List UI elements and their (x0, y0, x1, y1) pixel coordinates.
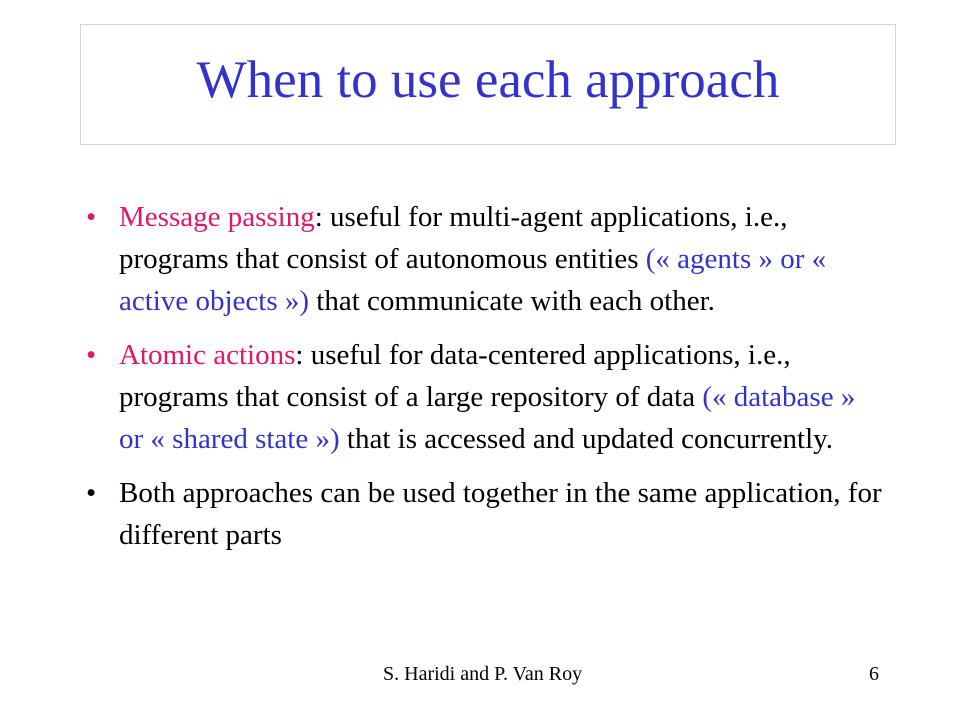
bullet-both-approaches (86, 472, 886, 556)
term-atomic-actions: Atomic actions (119, 339, 296, 371)
page-number: 6 (869, 663, 879, 685)
parenthetical-database: (« database » or « shared state ») (119, 381, 856, 455)
bullet-dot-icon: • (86, 339, 97, 371)
slide-title: When to use each approach (196, 51, 780, 109)
bullet-text: : useful for data-centered applications, i.e., programs that consist of a large repository of data (119, 339, 791, 413)
bullet-text: that is accessed and updated concurrently. (339, 423, 833, 455)
bullet-atomic-actions (86, 334, 886, 460)
bullet-message-passing (86, 196, 886, 322)
bullet-dot-icon: • (86, 201, 97, 233)
parenthetical-agents: (« agents » or « active objects ») (119, 243, 827, 317)
bullet-list (86, 196, 886, 568)
bullet-text: Both approaches can be used together in the same application, for different parts (119, 477, 882, 551)
title-box (80, 24, 896, 145)
bullet-dot-icon: • (86, 477, 97, 509)
bullet-text: that communicate with each other. (309, 285, 715, 317)
term-message-passing: Message passing (119, 201, 315, 233)
footer-credit: S. Haridi and P. Van Roy (383, 663, 583, 685)
bullet-text: : useful for multi-agent applications, i.e., programs that consist of autonomous entities (119, 201, 788, 275)
